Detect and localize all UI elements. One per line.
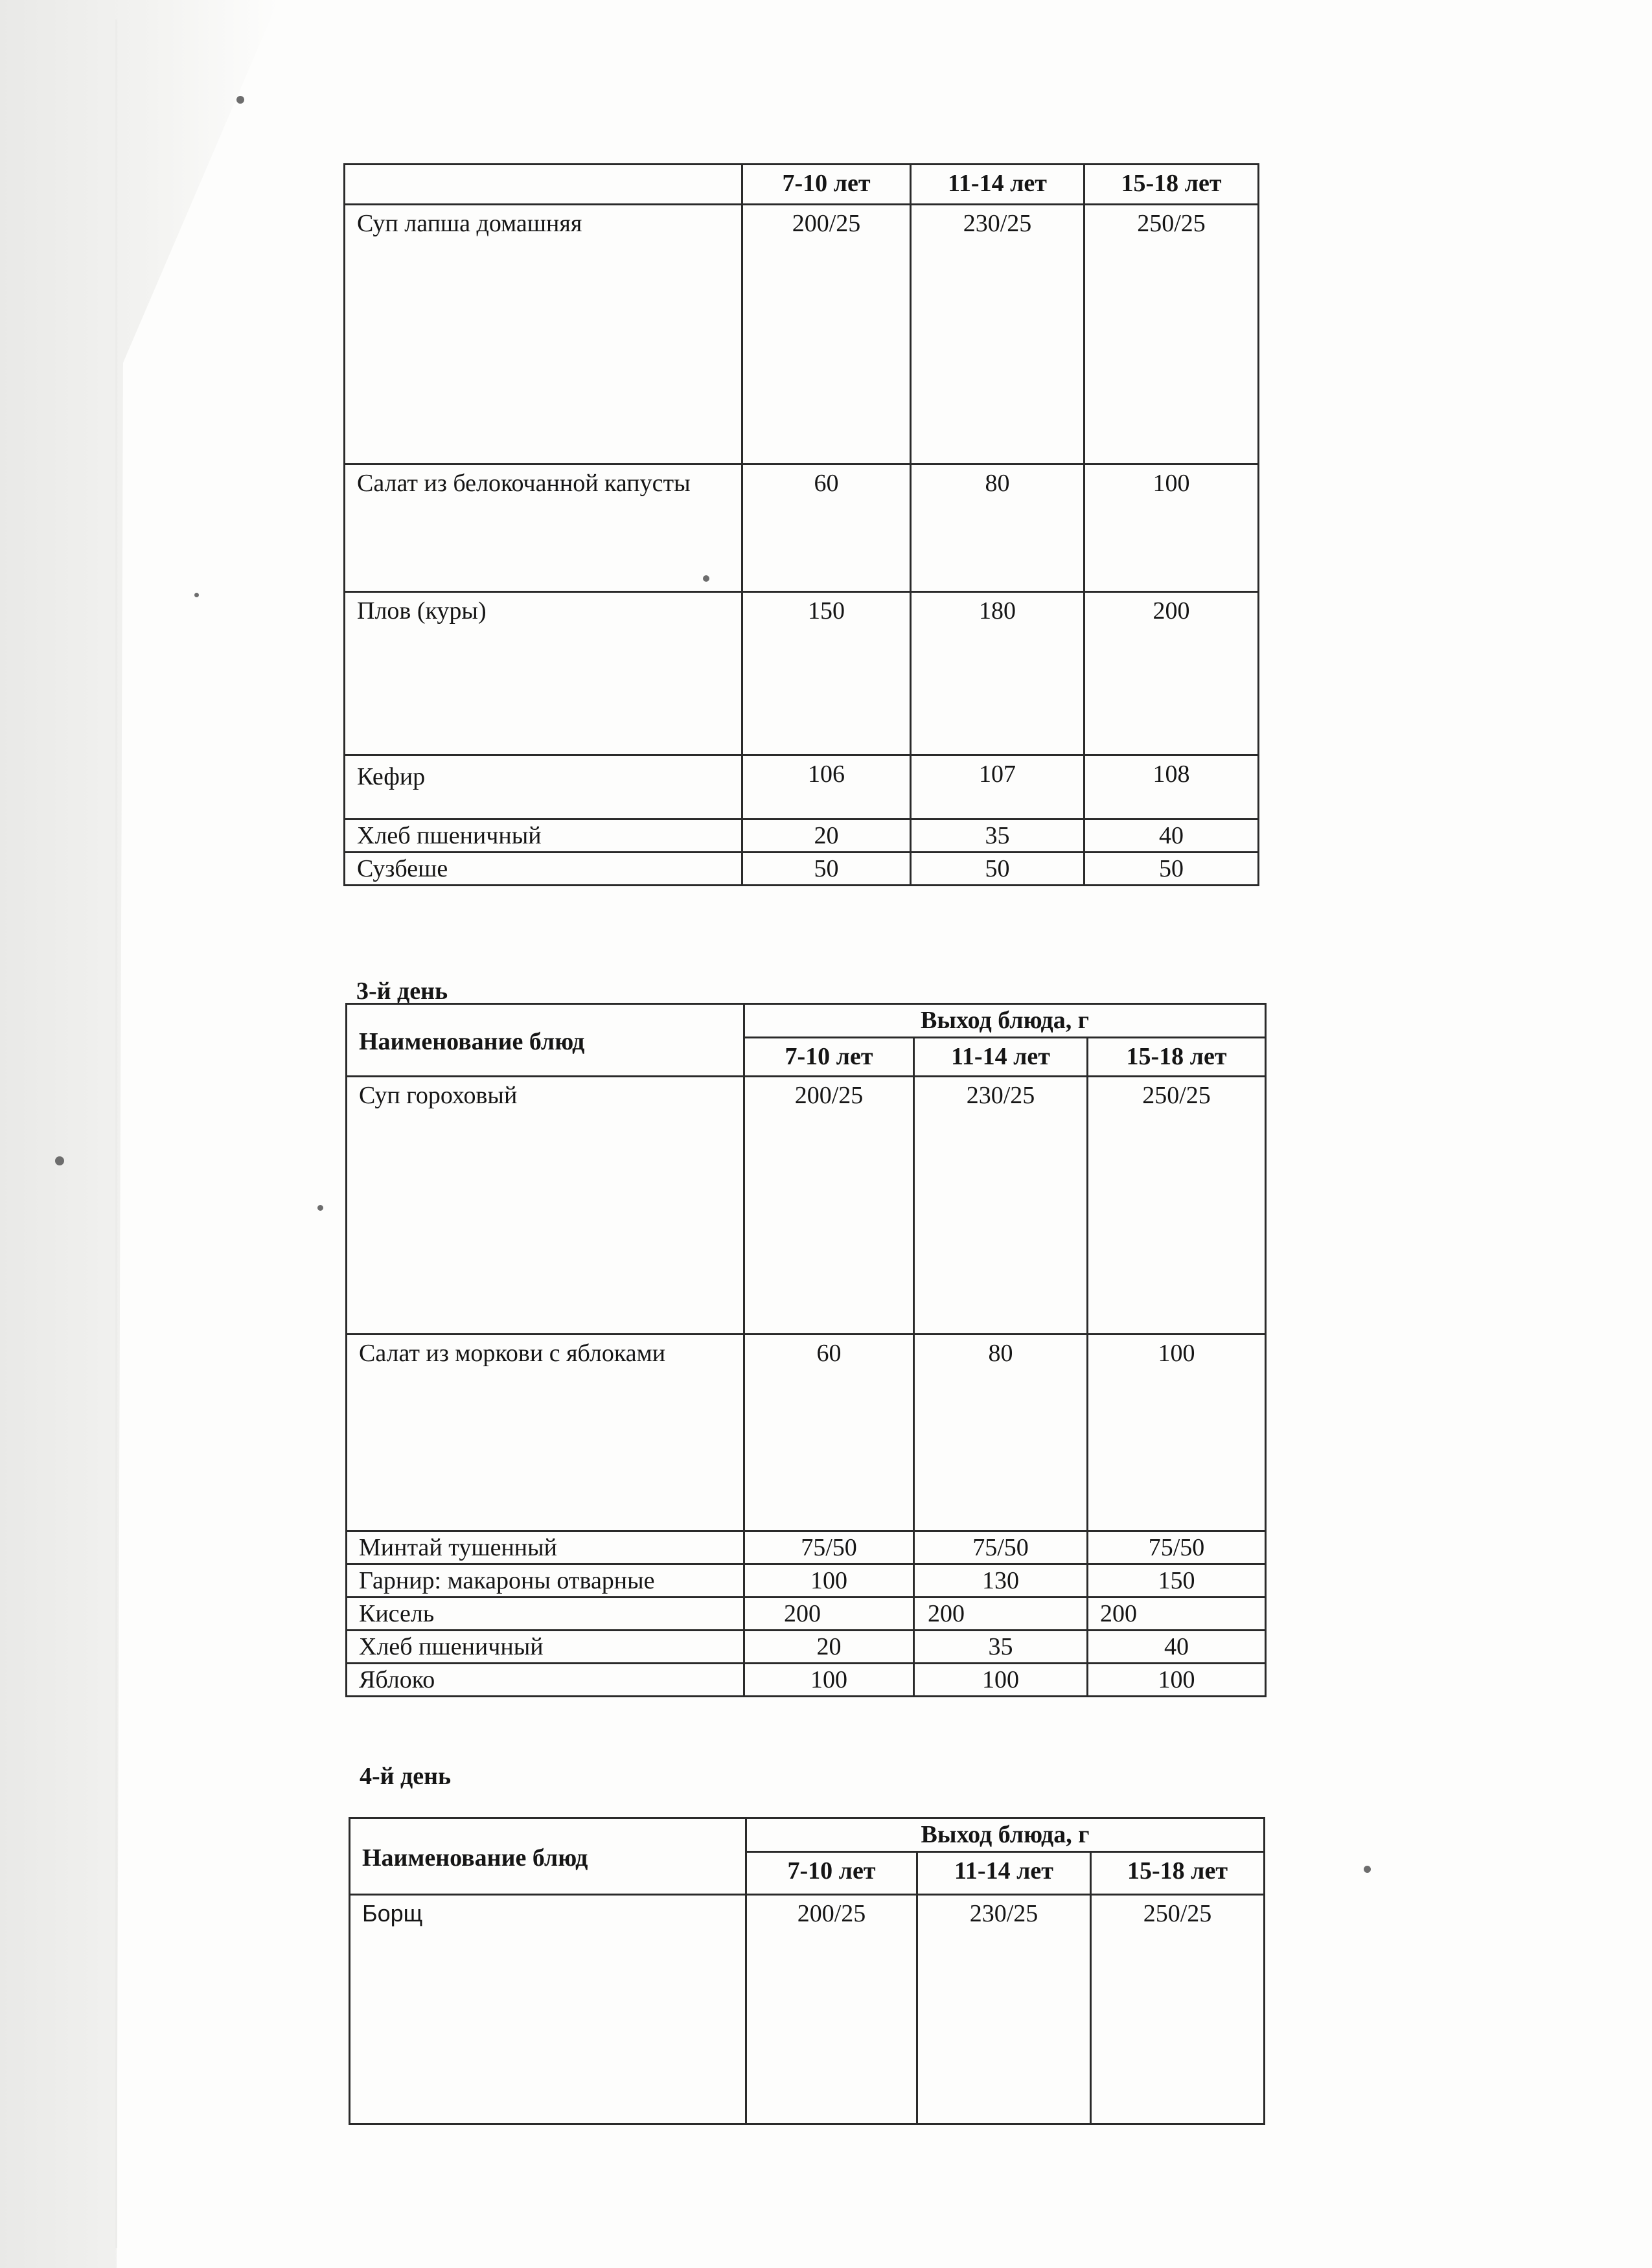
portion-value: 107 (911, 755, 1084, 819)
dish-name: Минтай тушенный (347, 1531, 744, 1564)
table-row (347, 1077, 1266, 1334)
portion-value: 250/25 (1084, 205, 1259, 464)
scan-speck (1364, 1866, 1371, 1873)
portion-value: 106 (742, 755, 911, 819)
portion-value: 75/50 (1088, 1531, 1266, 1564)
portion-value: 100 (744, 1564, 914, 1598)
portion-value: 230/25 (911, 205, 1084, 464)
dish-name: Салат из белокочанной капусты (345, 464, 742, 592)
day-heading: 4-й день (360, 1763, 452, 1790)
portion-value: 130 (914, 1564, 1088, 1598)
portion-value: 20 (742, 819, 911, 853)
table-row (347, 1564, 1266, 1598)
table-row (347, 1334, 1266, 1531)
table-row (347, 1664, 1266, 1697)
portion-value: 100 (914, 1664, 1088, 1697)
portion-value: 230/25 (914, 1077, 1088, 1334)
portion-value: 200/25 (746, 1895, 917, 2124)
portion-value: 200 (1084, 592, 1259, 755)
dish-name: Суп лапша домашняя (345, 205, 742, 464)
portion-value: 60 (742, 464, 911, 592)
yield-column-header: Выход блюда, г (744, 1004, 1266, 1038)
dish-name-column-header: Наименование блюд (350, 1818, 746, 1895)
page-fold-line (115, 19, 117, 2248)
scan-speck (236, 96, 244, 104)
portion-value: 250/25 (1088, 1077, 1266, 1334)
yield-column-header: Выход блюда, г (746, 1818, 1265, 1852)
table-row (345, 755, 1259, 819)
scan-speck (194, 593, 199, 597)
scan-speck (55, 1156, 64, 1165)
portion-value: 180 (911, 592, 1084, 755)
dish-name: Хлеб пшеничный (345, 819, 742, 853)
portion-value: 100 (1088, 1334, 1266, 1531)
menu-table-day3 (345, 1003, 1267, 1697)
portion-value: 150 (742, 592, 911, 755)
portion-value: 50 (742, 853, 911, 886)
table-header-row (345, 165, 1259, 205)
dish-name: Яблоко (347, 1664, 744, 1697)
portion-value: 80 (914, 1334, 1088, 1531)
portion-value: 40 (1088, 1631, 1266, 1664)
portion-value: 80 (911, 464, 1084, 592)
age-column-header: 15-18 лет (1084, 165, 1259, 205)
table-row (345, 853, 1259, 886)
dish-name: Борщ (350, 1895, 746, 2124)
dish-name-column-header: Наименование блюд (347, 1004, 744, 1077)
portion-value: 150 (1088, 1564, 1266, 1598)
portion-value: 40 (1084, 819, 1259, 853)
portion-value: 20 (744, 1631, 914, 1664)
portion-value: 50 (911, 853, 1084, 886)
portion-value: 60 (744, 1334, 914, 1531)
age-column-header: 7-10 лет (744, 1038, 914, 1077)
table-row (345, 819, 1259, 853)
table-row (345, 592, 1259, 755)
dish-name: Кисель (347, 1598, 744, 1631)
day-heading: 3-й день (356, 978, 448, 1005)
age-column-header: 11-14 лет (911, 165, 1084, 205)
age-column-header: 7-10 лет (746, 1852, 917, 1895)
portion-value: 200/25 (744, 1077, 914, 1334)
menu-table-day4 (349, 1817, 1265, 2125)
portion-value: 75/50 (914, 1531, 1088, 1564)
portion-value: 100 (1088, 1664, 1266, 1697)
portion-value: 100 (744, 1664, 914, 1697)
table-row (347, 1531, 1266, 1564)
portion-value: 200 (744, 1598, 914, 1631)
portion-value: 200/25 (742, 205, 911, 464)
dish-name: Хлеб пшеничный (347, 1631, 744, 1664)
portion-value: 35 (914, 1631, 1088, 1664)
table-row (347, 1598, 1266, 1631)
age-column-header: 15-18 лет (1088, 1038, 1266, 1077)
page-fold-shadow (0, 0, 279, 2268)
portion-value: 100 (1084, 464, 1259, 592)
age-column-header: 15-18 лет (1091, 1852, 1265, 1895)
table-row (345, 205, 1259, 464)
portion-value: 200 (1088, 1598, 1266, 1631)
table-header-row (350, 1818, 1265, 1852)
dish-name: Плов (куры) (345, 592, 742, 755)
table-header-row (347, 1004, 1266, 1038)
portion-value: 230/25 (917, 1895, 1091, 2124)
portion-value: 108 (1084, 755, 1259, 819)
age-column-header: 11-14 лет (914, 1038, 1088, 1077)
dish-name: Салат из моркови с яблоками (347, 1334, 744, 1531)
age-column-header: 11-14 лет (917, 1852, 1091, 1895)
table-row (350, 1895, 1265, 2124)
dish-name: Кефир (345, 755, 742, 819)
scan-speck (317, 1205, 323, 1211)
menu-table-continued (343, 163, 1259, 886)
portion-value: 250/25 (1091, 1895, 1265, 2124)
age-column-header: 7-10 лет (742, 165, 911, 205)
table-row (345, 464, 1259, 592)
portion-value: 50 (1084, 853, 1259, 886)
header-cell (345, 165, 742, 205)
dish-name: Гарнир: макароны отварные (347, 1564, 744, 1598)
portion-value: 75/50 (744, 1531, 914, 1564)
portion-value: 200 (914, 1598, 1088, 1631)
dish-name: Суп гороховый (347, 1077, 744, 1334)
dish-name: Сузбеше (345, 853, 742, 886)
portion-value: 35 (911, 819, 1084, 853)
table-row (347, 1631, 1266, 1664)
